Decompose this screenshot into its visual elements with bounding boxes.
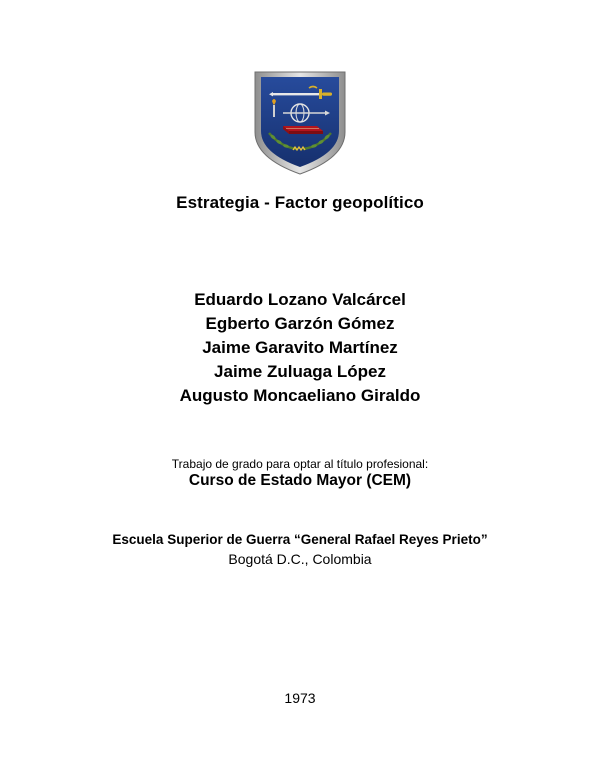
publication-year: 1973 xyxy=(284,690,316,706)
author-list xyxy=(0,288,600,408)
author-name: Eduardo Lozano Valcárcel xyxy=(194,290,406,309)
institution-city: Bogotá D.C., Colombia xyxy=(228,551,372,567)
document-title: Estrategia - Factor geopolítico xyxy=(176,193,424,212)
institution-name: Escuela Superior de Guerra “General Rafael Reyes Prieto” xyxy=(112,532,488,547)
crest-icon xyxy=(253,70,347,176)
author-name: Egberto Garzón Gómez xyxy=(205,314,395,333)
degree-name: Curso de Estado Mayor (CEM) xyxy=(188,472,412,489)
author-name: Jaime Garavito Martínez xyxy=(202,338,398,357)
degree-label: Trabajo de grado para optar al título profesional: xyxy=(171,457,429,471)
author-name: Jaime Zuluaga López xyxy=(214,362,386,381)
author-name: Augusto Moncaeliano Giraldo xyxy=(179,386,421,405)
